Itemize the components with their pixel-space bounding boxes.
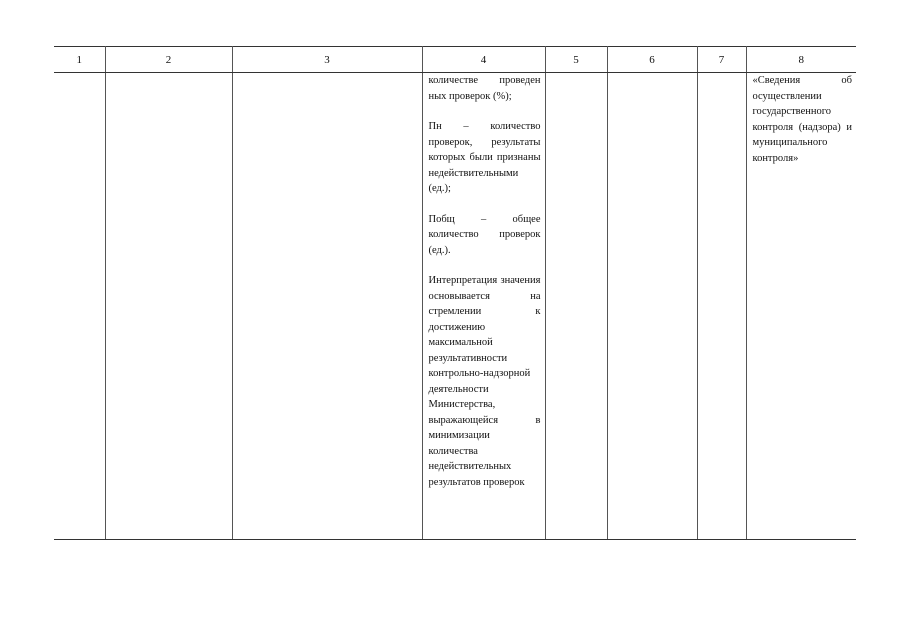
header-row xyxy=(54,47,856,73)
col-header-5: 5 xyxy=(545,47,607,73)
col-header-2: 2 xyxy=(105,47,232,73)
cell-col-8 xyxy=(746,73,856,540)
cell-col-5 xyxy=(545,73,607,540)
col-header-7: 7 xyxy=(697,47,746,73)
col-header-3: 3 xyxy=(232,47,422,73)
cell-col-2 xyxy=(105,73,232,540)
col4-paragraph: Интерпретация значения основывается на стремлении к достижению максимальной результативности контрольно-надзорной деятельности Министерства, выражающейся в минимизации количества недействительных результатов проверок xyxy=(428,275,541,488)
table-row xyxy=(54,73,856,540)
indicators-table xyxy=(54,46,856,540)
col-header-6: 6 xyxy=(607,47,697,73)
col4-paragraph: Пн – количество проверок, результаты которых были признаны недействительными (ед.); xyxy=(428,121,541,194)
col4-paragraph: количестве проведен ных проверок (%); xyxy=(428,75,541,102)
col-header-4: 4 xyxy=(422,47,545,73)
col4-paragraph: Побщ – общее количество проверок (ед.). xyxy=(428,213,541,256)
cell-col-6 xyxy=(607,73,697,540)
cell-col-1 xyxy=(54,73,105,540)
col8-source-text: «Сведения об осуществлении государственного контроля (надзора) и муниципального контроля» xyxy=(752,75,852,164)
col-header-8: 8 xyxy=(746,47,856,73)
col-header-1: 1 xyxy=(54,47,105,73)
cell-col-3 xyxy=(232,73,422,540)
cell-col-4 xyxy=(422,73,545,540)
cell-col-7 xyxy=(697,73,746,540)
